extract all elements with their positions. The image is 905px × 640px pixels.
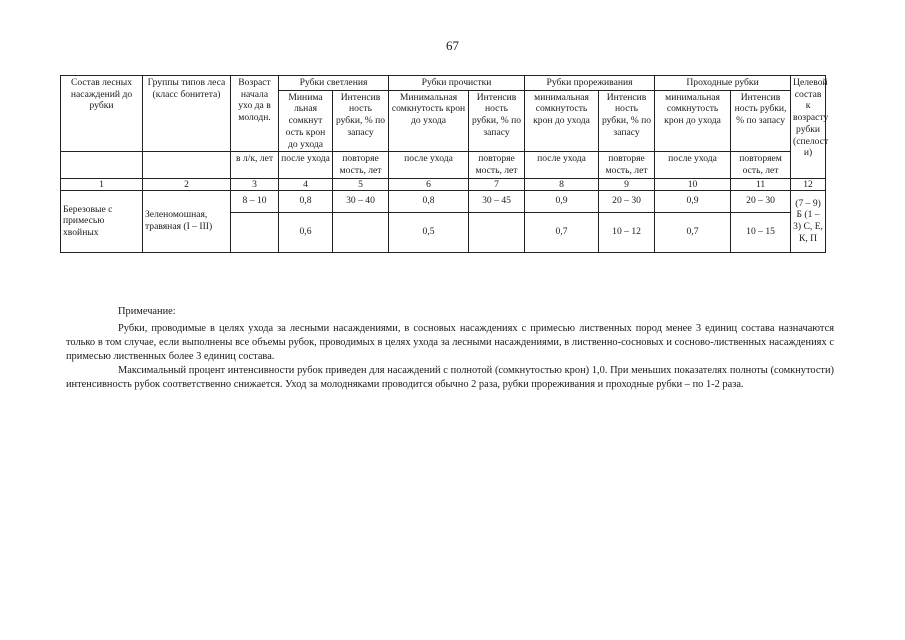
header-pass-rep: повторяем ость, лет <box>731 152 791 178</box>
header-pass-min: минимальная сомкнутость крон до ухода <box>655 90 731 152</box>
column-number: 2 <box>143 178 231 190</box>
header-row-1 <box>61 76 826 91</box>
data-row-1 <box>61 190 826 212</box>
silviculture-table <box>60 75 829 253</box>
note-paragraph: Рубки, проводимые в целях ухода за лесными насаждениями, в сосновых насаждениях с примесью лиственных пород менее 3 единиц состава назначаются только в том случае, если выполнены все объемы рубок, проводимых в целях ухода за лесными насаждениями, в лиственно-сосновых и сосново-лиственных насаждениях с примесью лиственных более 3 единиц состава. <box>66 323 834 362</box>
header-clean-int: Интенсив ность рубки, % по запасу <box>469 90 525 152</box>
header-clean-min: Минимальная сомкнутость крон до ухода <box>389 90 469 152</box>
row-clean-rep-empty <box>469 212 525 252</box>
header-light-after: после ухода <box>279 152 333 178</box>
header-cleaning: Рубки прочистки <box>389 76 525 91</box>
header-composition: Состав лесных насаждений до рубки <box>61 76 143 152</box>
header-light-rep: повторяе мость, лет <box>333 152 389 178</box>
notes-title: Примечание: <box>118 306 176 317</box>
column-number: 12 <box>791 178 826 190</box>
header-row-3 <box>61 152 826 178</box>
row-pass-int: 20 – 30 <box>731 190 791 212</box>
column-number: 6 <box>389 178 469 190</box>
header-passing: Проходные рубки <box>655 76 791 91</box>
row-composition: Березовые с примесью хвойных <box>61 190 143 252</box>
row-thin-int: 20 – 30 <box>599 190 655 212</box>
row-age: 8 – 10 <box>231 190 279 212</box>
header-light-min: Минима льная сомкнут ость крон до ухода <box>279 90 333 152</box>
header-clean-rep: повторяе мость, лет <box>469 152 525 178</box>
row-thin-after: 0,7 <box>525 212 599 252</box>
column-number: 4 <box>279 178 333 190</box>
row-light-rep-empty <box>333 212 389 252</box>
row-clean-int: 30 – 45 <box>469 190 525 212</box>
header-thin-after: после ухода <box>525 152 599 178</box>
row-pass-rep: 10 – 15 <box>731 212 791 252</box>
header-thin-int: Интенсив ность рубки, % по запасу <box>599 90 655 152</box>
column-number: 11 <box>731 178 791 190</box>
header-lightening: Рубки светления <box>279 76 389 91</box>
column-number: 10 <box>655 178 731 190</box>
header-age-unit: в л/к, лет <box>231 152 279 178</box>
page-number: 67 <box>446 38 459 53</box>
column-number: 5 <box>333 178 389 190</box>
row-clean-after: 0,5 <box>389 212 469 252</box>
row-target: (7 – 9) Б (1 – 3) С, Е, К, П <box>791 190 826 252</box>
column-number: 3 <box>231 178 279 190</box>
header-empty-2 <box>143 152 231 178</box>
column-number: 9 <box>599 178 655 190</box>
column-number-row <box>61 178 826 190</box>
header-age-start: Возраст начала ухо да в молодн. <box>231 76 279 152</box>
row-clean-min: 0,8 <box>389 190 469 212</box>
header-thin-min: минимальная сомкнутость крон до ухода <box>525 90 599 152</box>
row-pass-min: 0,9 <box>655 190 731 212</box>
row-thin-min: 0,9 <box>525 190 599 212</box>
notes-section <box>66 305 834 392</box>
row-thin-rep: 10 – 12 <box>599 212 655 252</box>
column-number: 7 <box>469 178 525 190</box>
note-paragraph: Максимальный процент интенсивности рубок приведен для насаждений с полнотой (сомкнутостью крон) 1,0. При меньших показателях полноты (сомкнутости) интенсивность рубок соответственно снижается. Уход за молодняками проводится обычно 2 раза, рубки прореживания и проходные рубки – по 1-2 раза. <box>66 365 834 390</box>
header-light-int: Интенсив ность рубки, % по запасу <box>333 90 389 152</box>
row-age-empty <box>231 212 279 252</box>
header-thinning: Рубки прореживания <box>525 76 655 91</box>
header-pass-after: после ухода <box>655 152 731 178</box>
row-light-int: 30 – 40 <box>333 190 389 212</box>
row-pass-after: 0,7 <box>655 212 731 252</box>
header-empty-1 <box>61 152 143 178</box>
row-light-min: 0,8 <box>279 190 333 212</box>
header-thin-rep: повторяе мость, лет <box>599 152 655 178</box>
header-clean-after: после ухода <box>389 152 469 178</box>
header-forest-groups: Группы типов леса (класс бонитета) <box>143 76 231 152</box>
header-target: Целевой состав к возрасту рубки (спелост и) <box>791 76 826 179</box>
header-pass-int: Интенсив ность рубки, % по запасу <box>731 90 791 152</box>
row-forest-group: Зеленомошная, травяная (I – III) <box>143 190 231 252</box>
column-number: 1 <box>61 178 143 190</box>
column-number: 8 <box>525 178 599 190</box>
row-light-after: 0,6 <box>279 212 333 252</box>
